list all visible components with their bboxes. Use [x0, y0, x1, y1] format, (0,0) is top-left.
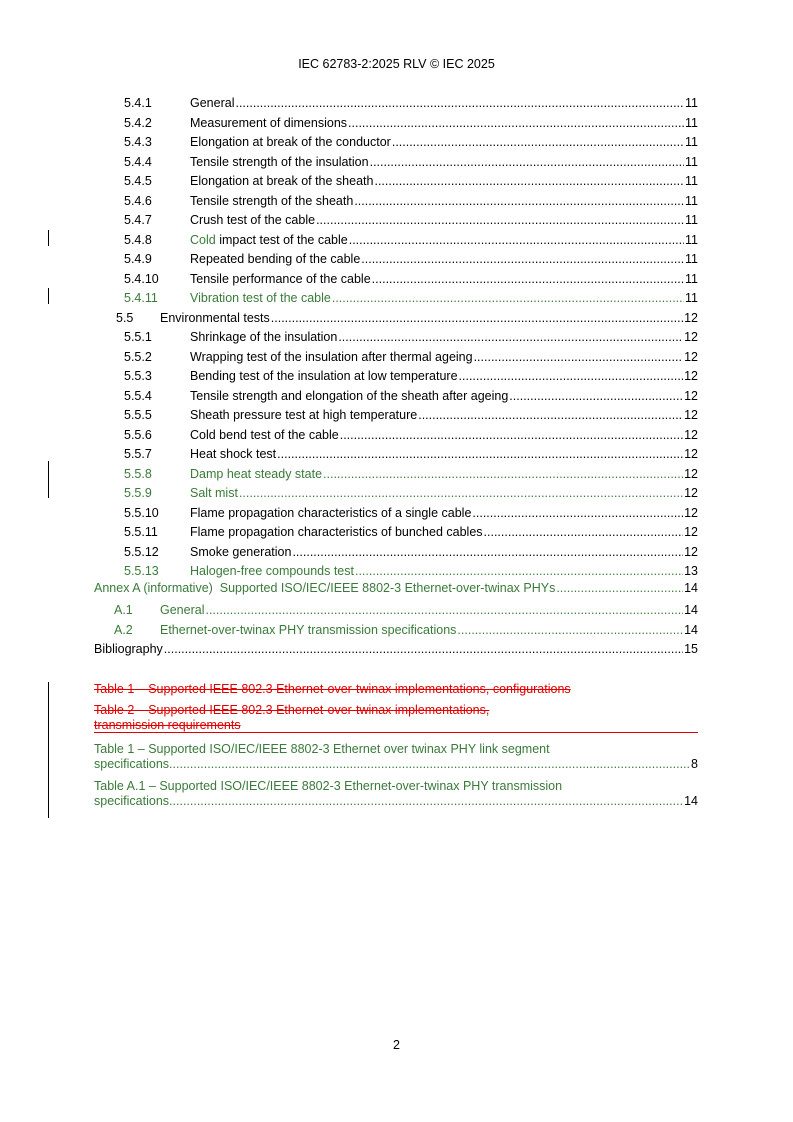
toc-entry-number: 5.5.2	[124, 349, 152, 364]
dot-leader	[169, 757, 691, 772]
dot-leader	[292, 543, 683, 561]
toc-entry-number: A.1	[114, 603, 133, 617]
dot-leader	[484, 523, 684, 541]
dot-leader	[332, 289, 684, 307]
toc-entry-title: Damp heat steady state	[190, 466, 323, 481]
toc-entry-number: 5.4.1	[124, 96, 152, 110]
dot-leader	[271, 309, 683, 327]
toc-entry-title: Vibration test of the cable	[190, 291, 331, 305]
dot-leader	[457, 621, 683, 639]
toc-entry-page: 11	[685, 232, 698, 247]
toc-entry[interactable]	[0, 348, 698, 366]
toc-entry-title: Ethernet-over-twinax PHY transmission specifications	[160, 622, 457, 637]
dot-leader	[323, 465, 683, 483]
dot-leader	[556, 579, 683, 597]
toc-entry-title: Heat shock test	[190, 447, 277, 461]
toc-entry-title: Tensile performance of the cable	[190, 271, 371, 286]
toc-entry-title-inserted: Cold	[190, 232, 216, 247]
toc-entry-title: Measurement of dimensions	[190, 115, 348, 130]
table-entry-title-line1: Table 1 – Supported ISO/IEC/IEEE 8802-3 Ethernet over twinax PHY link segment	[94, 742, 550, 756]
dot-leader	[349, 231, 684, 249]
toc-entry-number: 5.5.8	[124, 466, 152, 481]
toc-entry[interactable]	[0, 192, 698, 210]
toc-entry-page: 11	[685, 291, 698, 305]
toc-entry-page: 14	[684, 581, 698, 595]
toc-entry[interactable]	[0, 133, 698, 151]
toc-entry-number: 5.5.4	[124, 388, 152, 403]
toc-entry[interactable]	[0, 523, 698, 541]
toc-entry-page: 12	[684, 369, 698, 383]
toc-entry-number: 5.5.11	[124, 525, 158, 539]
toc-entry[interactable]	[0, 562, 698, 580]
dot-leader	[235, 94, 684, 112]
toc-entry-number: 5.4.8	[124, 232, 152, 247]
toc-entry-title: Annex A (informative) Supported ISO/IEC/IEEE 8802-3 Ethernet-over-twinax PHYs	[94, 581, 556, 595]
dot-leader	[370, 153, 684, 171]
deleted-table-entry	[94, 703, 698, 733]
toc-entry-title	[190, 231, 349, 249]
dot-leader	[348, 114, 684, 132]
toc-entry-title: Salt mist	[190, 486, 238, 500]
toc-entry[interactable]	[0, 309, 698, 327]
toc-entry[interactable]	[0, 114, 698, 132]
dot-leader	[277, 445, 683, 463]
dot-leader	[338, 328, 683, 346]
toc-entry-title: Sheath pressure test at high temperature	[190, 408, 418, 422]
dot-leader	[355, 562, 683, 580]
toc-entry-page: 12	[684, 408, 698, 422]
change-bar	[48, 288, 49, 304]
toc-entry-page: 15	[684, 642, 698, 656]
deleted-table-entry	[94, 682, 698, 697]
toc-entry-title: Elongation at break of the conductor	[190, 135, 391, 149]
dot-leader	[459, 367, 684, 385]
toc-entry[interactable]	[0, 387, 698, 405]
toc-entry-page: 13	[684, 564, 698, 578]
toc-entry[interactable]	[0, 640, 698, 658]
page-header: IEC 62783-2:2025 RLV © IEC 2025	[298, 57, 495, 71]
dot-leader	[354, 192, 684, 210]
toc-entry[interactable]	[0, 504, 698, 522]
toc-entry[interactable]	[0, 270, 698, 288]
toc-entry-number: 5.4.7	[124, 213, 152, 227]
table-list-entry-2[interactable]	[94, 779, 698, 809]
toc-entry-page: 11	[685, 174, 698, 188]
toc-entry-number: 5.5.6	[124, 427, 152, 442]
dot-leader	[239, 484, 683, 502]
toc-entry-title: General	[160, 603, 205, 617]
toc-entry-page: 12	[684, 330, 698, 344]
toc-entry-page: 12	[684, 486, 698, 500]
toc-entry-number: 5.5.7	[124, 447, 152, 461]
deleted-table-1-title: Table 1 – Supported IEEE 802.3 Ethernet-over-twinax implementations, configurations	[94, 682, 571, 696]
dot-leader	[418, 406, 683, 424]
toc-entry[interactable]	[0, 289, 698, 307]
toc-entry-page: 12	[684, 427, 698, 442]
toc-entry-page: 11	[685, 271, 698, 286]
deleted-dot-leader-line	[94, 732, 698, 733]
toc-entry-title: Elongation at break of the sheath	[190, 174, 374, 188]
toc-entry-page: 12	[684, 544, 698, 559]
toc-entry-title: Bending test of the insulation at low temperature	[190, 369, 458, 383]
toc-entry-number: 5.4.6	[124, 193, 152, 208]
toc-entry[interactable]	[0, 328, 698, 346]
toc-entry-number: 5.5.3	[124, 369, 152, 383]
change-bar	[48, 682, 49, 818]
toc-entry-number: 5.4.5	[124, 174, 152, 188]
toc-entry[interactable]	[0, 484, 698, 502]
toc-entry[interactable]	[0, 445, 698, 463]
toc-entry-number: 5.5.12	[124, 544, 159, 559]
dot-leader	[472, 504, 683, 522]
toc-entry-page: 11	[685, 115, 698, 130]
dot-leader	[374, 172, 684, 190]
toc-entry-title: Bibliography	[94, 642, 163, 656]
toc-entry-number: 5.4.2	[124, 115, 152, 130]
toc-entry-number: 5.4.4	[124, 154, 152, 169]
toc-entry-page: 11	[685, 193, 698, 208]
toc-entry-number: 5.4.9	[124, 252, 152, 266]
table-entry-title-line2: specifications	[94, 794, 170, 808]
toc-entry[interactable]	[0, 153, 698, 171]
toc-entry[interactable]	[0, 406, 698, 424]
toc-entry[interactable]	[0, 94, 698, 112]
toc-entry-number: A.2	[114, 622, 133, 637]
toc-entry-number: 5.4.10	[124, 271, 159, 286]
dot-leader	[164, 640, 683, 658]
toc-entry-number: 5.5.10	[124, 505, 159, 520]
toc-entry[interactable]	[0, 465, 698, 483]
toc-entry-page: 11	[685, 135, 698, 149]
toc-entry-page: 12	[684, 505, 698, 520]
change-bar	[48, 461, 49, 498]
dot-leader	[205, 601, 683, 619]
toc-entry-page: 11	[685, 154, 698, 169]
page-number: 2	[393, 1038, 400, 1052]
toc-entry-title: Flame propagation characteristics of a single cable	[190, 505, 472, 520]
toc-entry-number: 5.5.13	[124, 564, 159, 578]
table-list-entry-1[interactable]	[94, 742, 698, 772]
toc-entry-title: Flame propagation characteristics of bunched cables	[190, 525, 483, 539]
dot-leader	[169, 794, 684, 809]
toc-entry[interactable]	[0, 601, 698, 619]
toc-entry-title: Environmental tests	[160, 310, 270, 325]
toc-entry-title: Tensile strength and elongation of the sheath after ageing	[190, 388, 509, 403]
toc-entry[interactable]	[0, 250, 698, 268]
table-entry-title-line2: specifications	[94, 757, 170, 771]
toc-entry[interactable]	[0, 543, 698, 561]
toc-entry[interactable]	[0, 367, 698, 385]
toc-entry-title: Crush test of the cable	[190, 213, 316, 227]
dot-leader	[340, 426, 683, 444]
toc-entry-page: 14	[684, 603, 698, 617]
change-bar	[48, 230, 49, 246]
toc-entry-page: 12	[684, 466, 698, 481]
toc-entry-title: Wrapping test of the insulation after thermal ageing	[190, 349, 473, 364]
toc-entry-page: 11	[685, 96, 698, 110]
toc-entry-page: 12	[684, 349, 698, 364]
toc-entry-title: Tensile strength of the insulation	[190, 154, 369, 169]
toc-entry[interactable]	[0, 211, 698, 229]
toc-entry-title: Smoke generation	[190, 544, 292, 559]
toc-entry-page: 12	[684, 310, 698, 325]
toc-entry-title: Cold bend test of the cable	[190, 427, 339, 442]
toc-entry[interactable]	[0, 426, 698, 444]
toc-entry-title: Tensile strength of the sheath	[190, 193, 354, 208]
dot-leader	[474, 348, 684, 366]
toc-entry-title: General	[190, 96, 235, 110]
toc-entry[interactable]	[0, 231, 698, 249]
toc-entry-page: 12	[684, 388, 698, 403]
table-entry-page: 14	[684, 794, 698, 808]
toc-entry-number: 5.4.11	[124, 291, 158, 305]
toc-entry-page: 11	[685, 252, 698, 266]
dot-leader	[372, 270, 684, 288]
toc-entry[interactable]	[0, 579, 698, 597]
toc-entry-title-rest: impact test of the cable	[215, 232, 348, 247]
deleted-table-2-title-line1: Table 2 – Supported IEEE 802.3 Ethernet-over-twinax implementations,	[94, 703, 490, 717]
toc-entry-page: 12	[684, 447, 698, 461]
table-entry-title-line1: Table A.1 – Supported ISO/IEC/IEEE 8802-3 Ethernet-over-twinax PHY transmission	[94, 779, 563, 793]
toc-entry-page: 14	[684, 622, 698, 637]
toc-entry-number: 5.5.1	[124, 330, 152, 344]
toc-entry[interactable]	[0, 172, 698, 190]
deleted-table-2-title-line2: transmission requirements	[94, 718, 241, 732]
toc-entry-title: Halogen-free compounds test	[190, 564, 354, 578]
dot-leader	[316, 211, 684, 229]
toc-entry-number: 5.5.5	[124, 408, 152, 422]
dot-leader	[361, 250, 684, 268]
toc-entry-page: 12	[684, 525, 698, 539]
toc-entry[interactable]	[0, 621, 698, 639]
dot-leader	[392, 133, 684, 151]
toc-entry-title: Shrinkage of the insulation	[190, 330, 338, 344]
toc-entry-number: 5.5	[116, 310, 134, 325]
table-entry-page: 8	[691, 757, 698, 771]
dot-leader	[509, 387, 683, 405]
toc-entry-number: 5.4.3	[124, 135, 152, 149]
toc-entry-title: Repeated bending of the cable	[190, 252, 361, 266]
toc-entry-page: 11	[685, 213, 698, 227]
toc-entry-number: 5.5.9	[124, 486, 152, 500]
